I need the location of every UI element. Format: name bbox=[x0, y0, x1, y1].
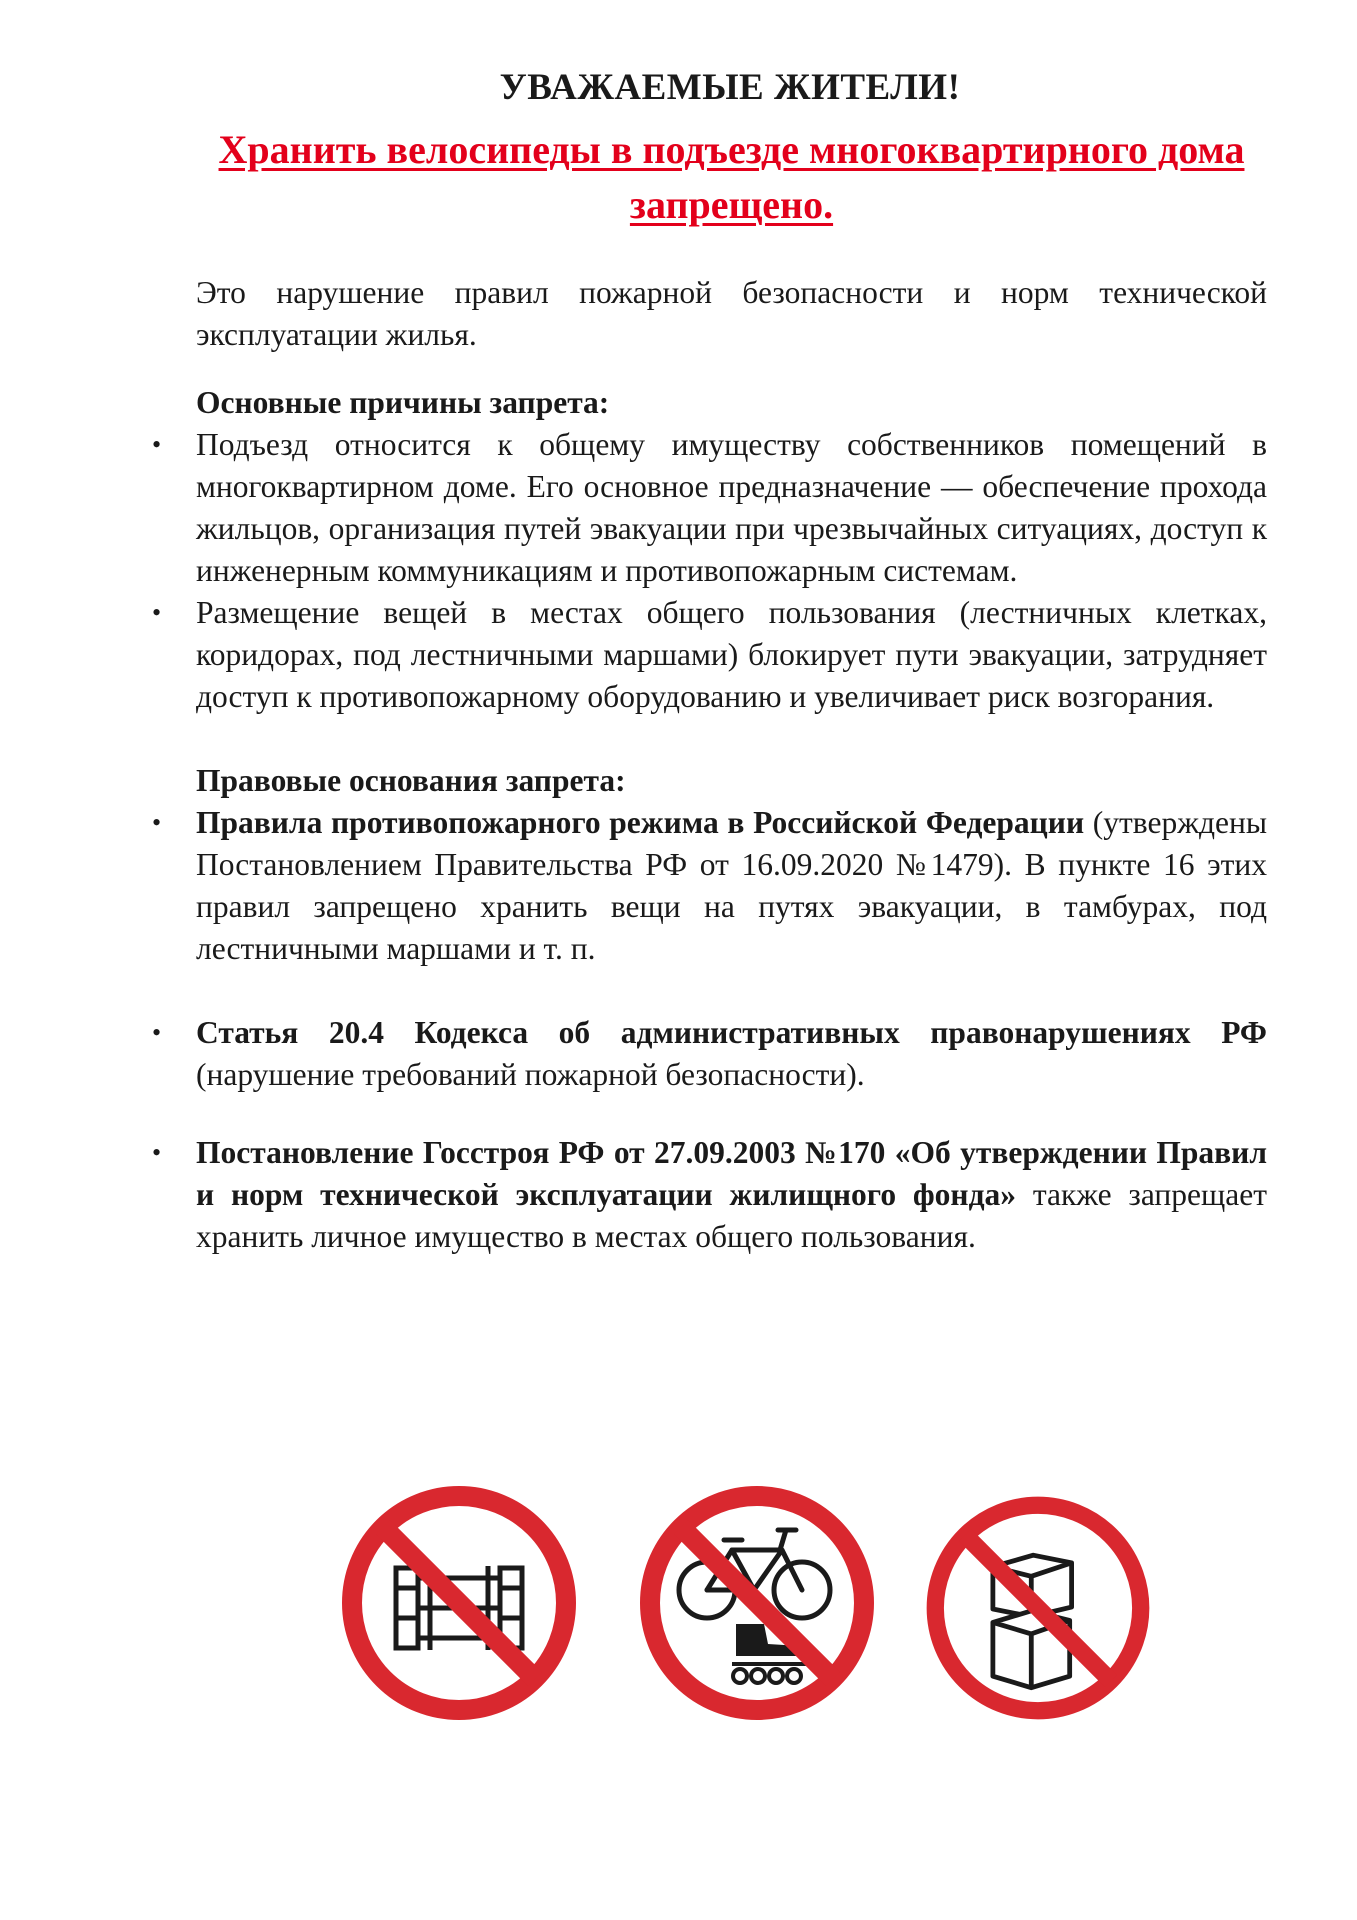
legal-item-bold: Статья 20.4 Кодекса об административных правонарушениях РФ bbox=[196, 1015, 1267, 1050]
legal-item-text: также запрещает хранить личное имущество в местах общего пользования. bbox=[196, 1177, 1267, 1254]
greeting-heading: УВАЖАЕМЫЕ ЖИТЕЛИ! bbox=[499, 67, 961, 108]
legal-item-text: (нарушение требований пожарной безопасности). bbox=[196, 1057, 865, 1092]
reason-item: • Размещение вещей в местах общего пользования (лестничных клетках, коридорах, под лестничными маршами) блокирует пути эвакуации, затрудняет доступ к противопожарному оборудованию и увеличивает риск возгорания. bbox=[196, 592, 1267, 718]
legal-item bbox=[196, 802, 1267, 970]
legal-item-text: (утверждены Постановлением Правительства РФ от 16.09.2020 №1479). В пункте 16 этих правил запрещено хранить вещи на путях эвакуации, в тамбурах, под лестничными маршами и т. п. bbox=[196, 805, 1267, 966]
prohibition-headline: Хранить велосипеды в подъезде многоквартирного дома запрещено. bbox=[218, 127, 1245, 227]
reason-item: • Подъезд относится к общему имуществу собственников помещений в многоквартирном доме. Его основное предназначение — обеспечение прохода жильцов, организация путей эвакуации при чрезвычайных ситуациях, доступ к инженерным коммуникациям и противопожарным системам. bbox=[196, 424, 1267, 592]
no-storage-rack-icon bbox=[334, 1478, 584, 1728]
legal-list bbox=[196, 802, 1267, 1258]
no-bicycle-rollerskate-icon bbox=[632, 1478, 882, 1728]
no-boxes-icon bbox=[918, 1488, 1158, 1728]
legal-item bbox=[196, 1132, 1267, 1258]
legal-title: Правовые основания запрета: bbox=[196, 763, 626, 798]
reasons-list bbox=[196, 424, 1267, 718]
notice-body bbox=[196, 272, 1267, 1258]
legal-item-bold: Правила противопожарного режима в Российской Федерации bbox=[196, 805, 1085, 840]
prohibition-signs bbox=[0, 1478, 1357, 1738]
legal-item bbox=[196, 1012, 1267, 1096]
legal-item-bold: Постановление Госстроя РФ от 27.09.2003 №170 «Об утверждении Правил и норм технической эксплуатации жилищного фонда» bbox=[196, 1135, 1267, 1212]
reasons-title: Основные причины запрета: bbox=[196, 385, 610, 420]
intro-paragraph: Это нарушение правил пожарной безопасности и норм технической эксплуатации жилья. bbox=[196, 275, 1267, 352]
